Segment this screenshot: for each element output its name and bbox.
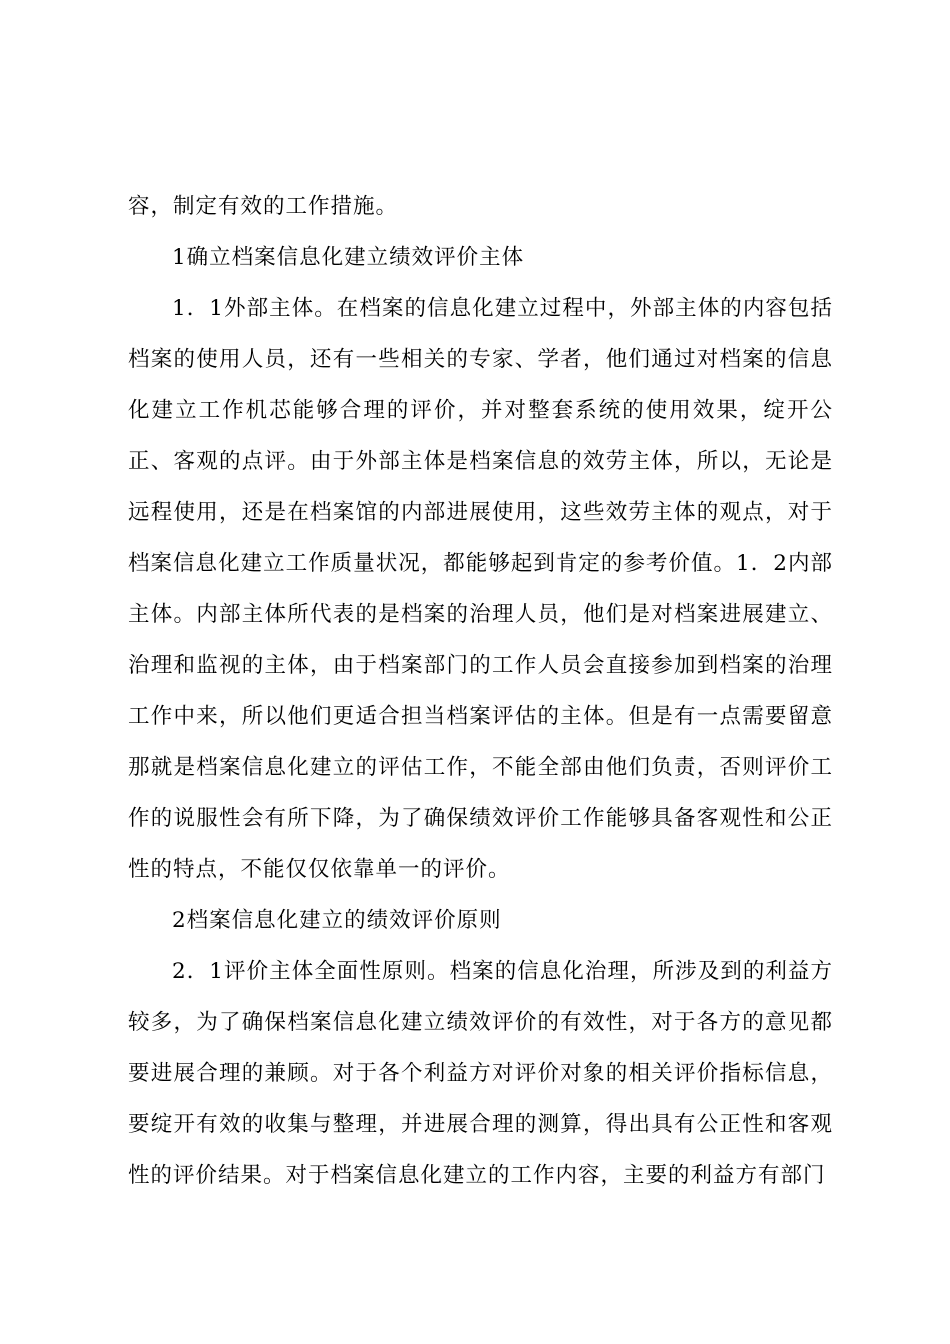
paragraph-section-2: 2．1评价主体全面性原则。档案的信息化治理，所涉及到的利益方较多，为了确保档案信息化建立绩效评价的有效性，对于各方的意见都要进展合理的兼顾。对于各个利益方对评价对象的相关评价指标信息，要绽开有效的收集与整理，并进展合理的测算，得出具有公正性和客观性的评价结果。对于档案信息化建立的工作内容，主要的利益方有部门 xyxy=(128,959,833,1188)
document-page xyxy=(128,181,833,1201)
paragraph-section-1: 1．1外部主体。在档案的信息化建立过程中，外部主体的内容包括档案的使用人员，还有一些相关的专家、学者，他们通过对档案的信息化建立工作机芯能够合理的评价，并对整套系统的使用效果，绽开公正、客观的点评。由于外部主体是档案信息的效劳主体，所以，无论是远程使用，还是在档案馆的内部进展使用，这些效劳主体的观点，对于档案信息化建立工作质量状况，都能够起到肯定的参考价值。1．2内部主体。内部主体所代表的是档案的治理人员，他们是对档案进展建立、治理和监视的主体，由于档案部门的工作人员会直接参加到档案的治理工作中来，所以他们更适合担当档案评估的主体。但是有一点需要留意那就是档案信息化建立的评估工作，不能全部由他们负责，否则评价工作的说服性会有所下降，为了确保绩效评价工作能够具备客观性和公正性的特点，不能仅仅依靠单一的评价。 xyxy=(128,296,833,882)
paragraph-continuation: 容，制定有效的工作措施。 xyxy=(128,194,399,219)
section-heading-1: 1确立档案信息化建立绩效评价主体 xyxy=(172,245,525,270)
section-heading-2: 2档案信息化建立的绩效评价原则 xyxy=(172,908,502,933)
